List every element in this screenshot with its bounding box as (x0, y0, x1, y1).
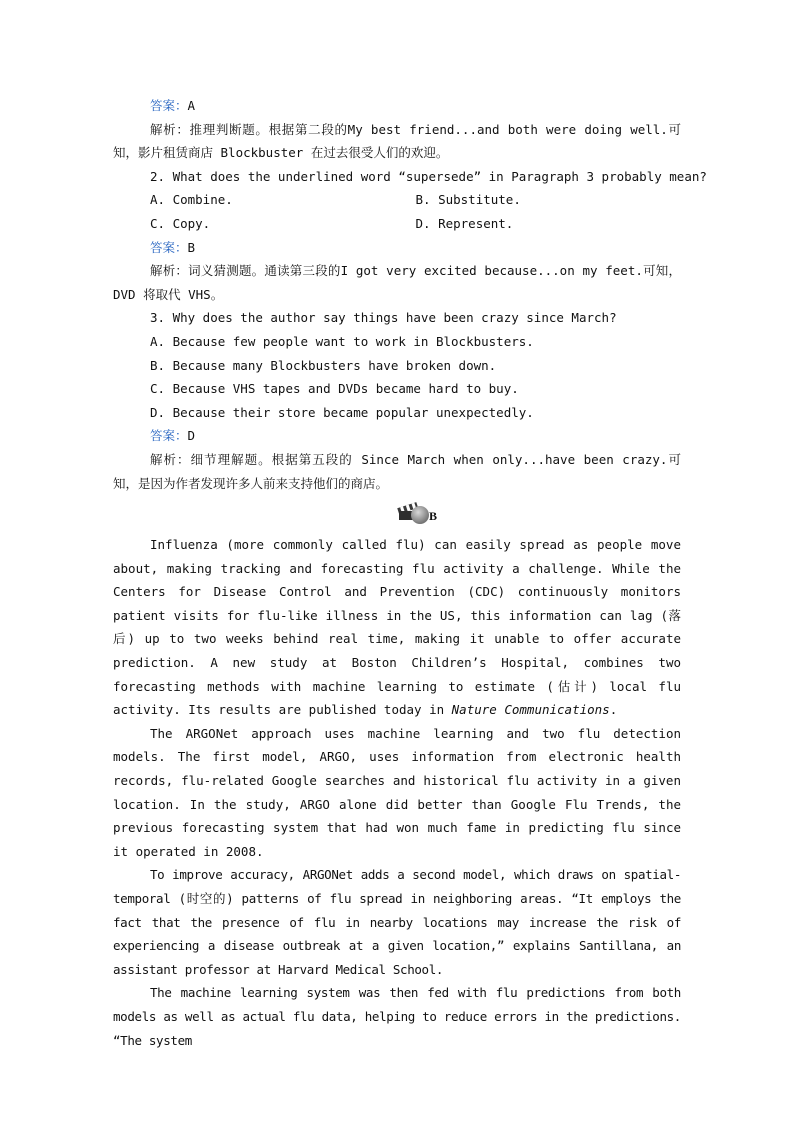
option-d: D. Represent. (415, 215, 514, 231)
passage-paragraph-2: The ARGONet approach uses machine learning and two flu detection models. The first model, ARGO, uses information from electronic health records, flu-related Google searches and historical flu activity in a given location. In the study, ARGO alone did better than Google Flu Trends, the previous forecasting system that had won much fame in predicting flu since it operated in 2008. (113, 725, 681, 859)
answer-value: D (187, 428, 196, 444)
q3-question: 3. Why does the author say things have been crazy since March? (150, 310, 617, 326)
q2-explanation (113, 259, 681, 306)
explanation-text: 词义猜测题。通读第三段的I got very excited because...on my feet.可知，DVD 将取代 VHS。 (113, 263, 681, 302)
passage-paragraph-1 (113, 533, 681, 722)
section-b-header (113, 495, 681, 531)
explanation-text: 推理判断题。根据第二段的My best friend...and both were doing well.可知，影片租赁商店 Blockbuster 在过去很受人们的欢迎。 (113, 121, 681, 161)
journal-name: Nature Communications (451, 702, 610, 718)
document-page (113, 94, 707, 1052)
answer-label: 答案： (150, 98, 188, 113)
q2-answer-line (113, 236, 681, 260)
q3-option-a: A. Because few people want to work in Blockbusters. (150, 333, 534, 349)
passage-paragraph-3: To improve accuracy, ARGONet adds a second model, which draws on spatial-temporal (时空的) patterns of flu spread in neighboring areas. “It employs the fact that the presence of flu in nearby locations may increase the risk of experiencing a disease outbreak at a given location,” explains Santillana, an assistant professor at Harvard Medical School. (113, 867, 681, 977)
reading-passage (113, 533, 681, 1052)
explanation-label: 解析： (150, 451, 191, 467)
q2-options-row-1 (113, 188, 681, 212)
option-a: A. Combine. (150, 192, 233, 208)
answer-value: B (187, 239, 196, 255)
answer-label: 答案： (150, 428, 188, 444)
q2-question: 2. What does the underlined word “supersede” in Paragraph 3 probably mean? (150, 168, 707, 184)
passage-paragraph-4: The machine learning system was then fed with flu predictions from both models as well as actual flu data, helping to reduce errors in the predictions. “The system (113, 985, 681, 1048)
explanation-text: 细节理解题。根据第五段的 Since March when only...have been crazy.可知，是因为作者发现许多人前来支持他们的商店。 (113, 451, 681, 491)
q3-option-c: C. Because VHS tapes and DVDs became hard to buy. (150, 381, 519, 397)
q3-option-b: B. Because many Blockbusters have broken down. (150, 357, 497, 373)
answer-label: 答案： (150, 239, 188, 255)
answer-value: A (187, 98, 196, 113)
q2-options-row-2 (113, 212, 681, 236)
explanation-label: 解析： (150, 263, 189, 279)
paragraph-1-text: Influenza (more commonly called flu) can easily spread as people move about, making tracking and forecasting flu activity a challenge. While the Centers for Disease Control and Prevention (CDC) continuously monitors patient visits for flu-like illness in the US, this information can lag (落后) up to two weeks behind real time, making it unable to offer accurate prediction. A new study at Boston Children’s Hospital, combines two forecasting methods with machine learning to estimate (估计) local flu activity. Its results are published today in (113, 537, 681, 718)
section-letter: B (429, 509, 438, 524)
q1-answer-line (113, 94, 681, 118)
paragraph-1-end: . (609, 702, 618, 718)
section-b-logo (396, 499, 440, 527)
option-c: C. Copy. (150, 215, 211, 231)
q3-answer-line (113, 424, 681, 448)
option-b: B. Substitute. (415, 192, 521, 208)
q1-explanation (113, 118, 681, 165)
q3-explanation (113, 448, 681, 495)
explanation-label: 解析： (150, 121, 190, 137)
q3-option-d: D. Because their store became popular unexpectedly. (150, 404, 534, 420)
